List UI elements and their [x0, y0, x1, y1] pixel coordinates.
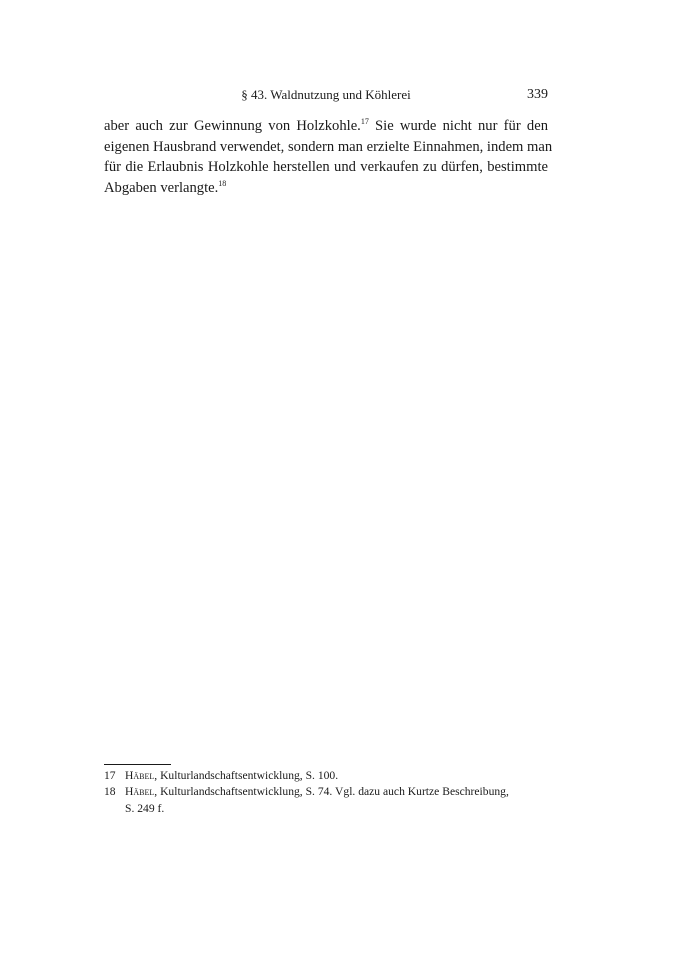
body-text-segment: Abgaben verlangte.: [104, 179, 219, 196]
footnote-author: Häbel: [125, 785, 155, 799]
footnote-author: Häbel: [125, 769, 155, 782]
footnote-line: S. 249 f.: [125, 801, 165, 815]
footnote-text: , Kulturlandschaftsentwicklung, S. 100.: [154, 769, 339, 782]
footnote-18: [104, 784, 548, 817]
running-title: § 43. Waldnutzung und Köhlerei: [241, 87, 411, 102]
footnote-number: 17: [104, 769, 116, 782]
footnote-line: [125, 768, 548, 784]
body-line: für die Erlaubnis Holzkohle herstellen und verkaufen zu dürfen, bestimmte: [104, 159, 548, 176]
footnote-reference[interactable]: 17: [360, 117, 369, 126]
body-line: [104, 178, 548, 199]
body-text-segment: aber auch zur Gewinnung von Holzkohle.: [104, 118, 361, 134]
footnotes: [104, 768, 548, 817]
body-text-segment: Sie wurde nicht nur für den: [368, 118, 548, 134]
footnote-reference[interactable]: 18: [218, 178, 227, 188]
running-head: [104, 86, 548, 104]
footnote-divider: [104, 764, 171, 765]
footnote-text: , Kulturlandschaftsentwicklung, S. 74. Vgl. dazu auch Kurtze Beschreibung,: [154, 785, 509, 799]
footnote-number: 18: [104, 785, 116, 799]
page-number: 339: [527, 87, 548, 102]
footnote-line: [125, 784, 548, 800]
body-line: eigenen Hausbrand verwendet, sondern man erzielte Einnahmen, indem man: [104, 138, 553, 155]
body-line: [104, 116, 548, 137]
body-paragraph: [104, 116, 553, 198]
footnote-17: [104, 768, 548, 784]
